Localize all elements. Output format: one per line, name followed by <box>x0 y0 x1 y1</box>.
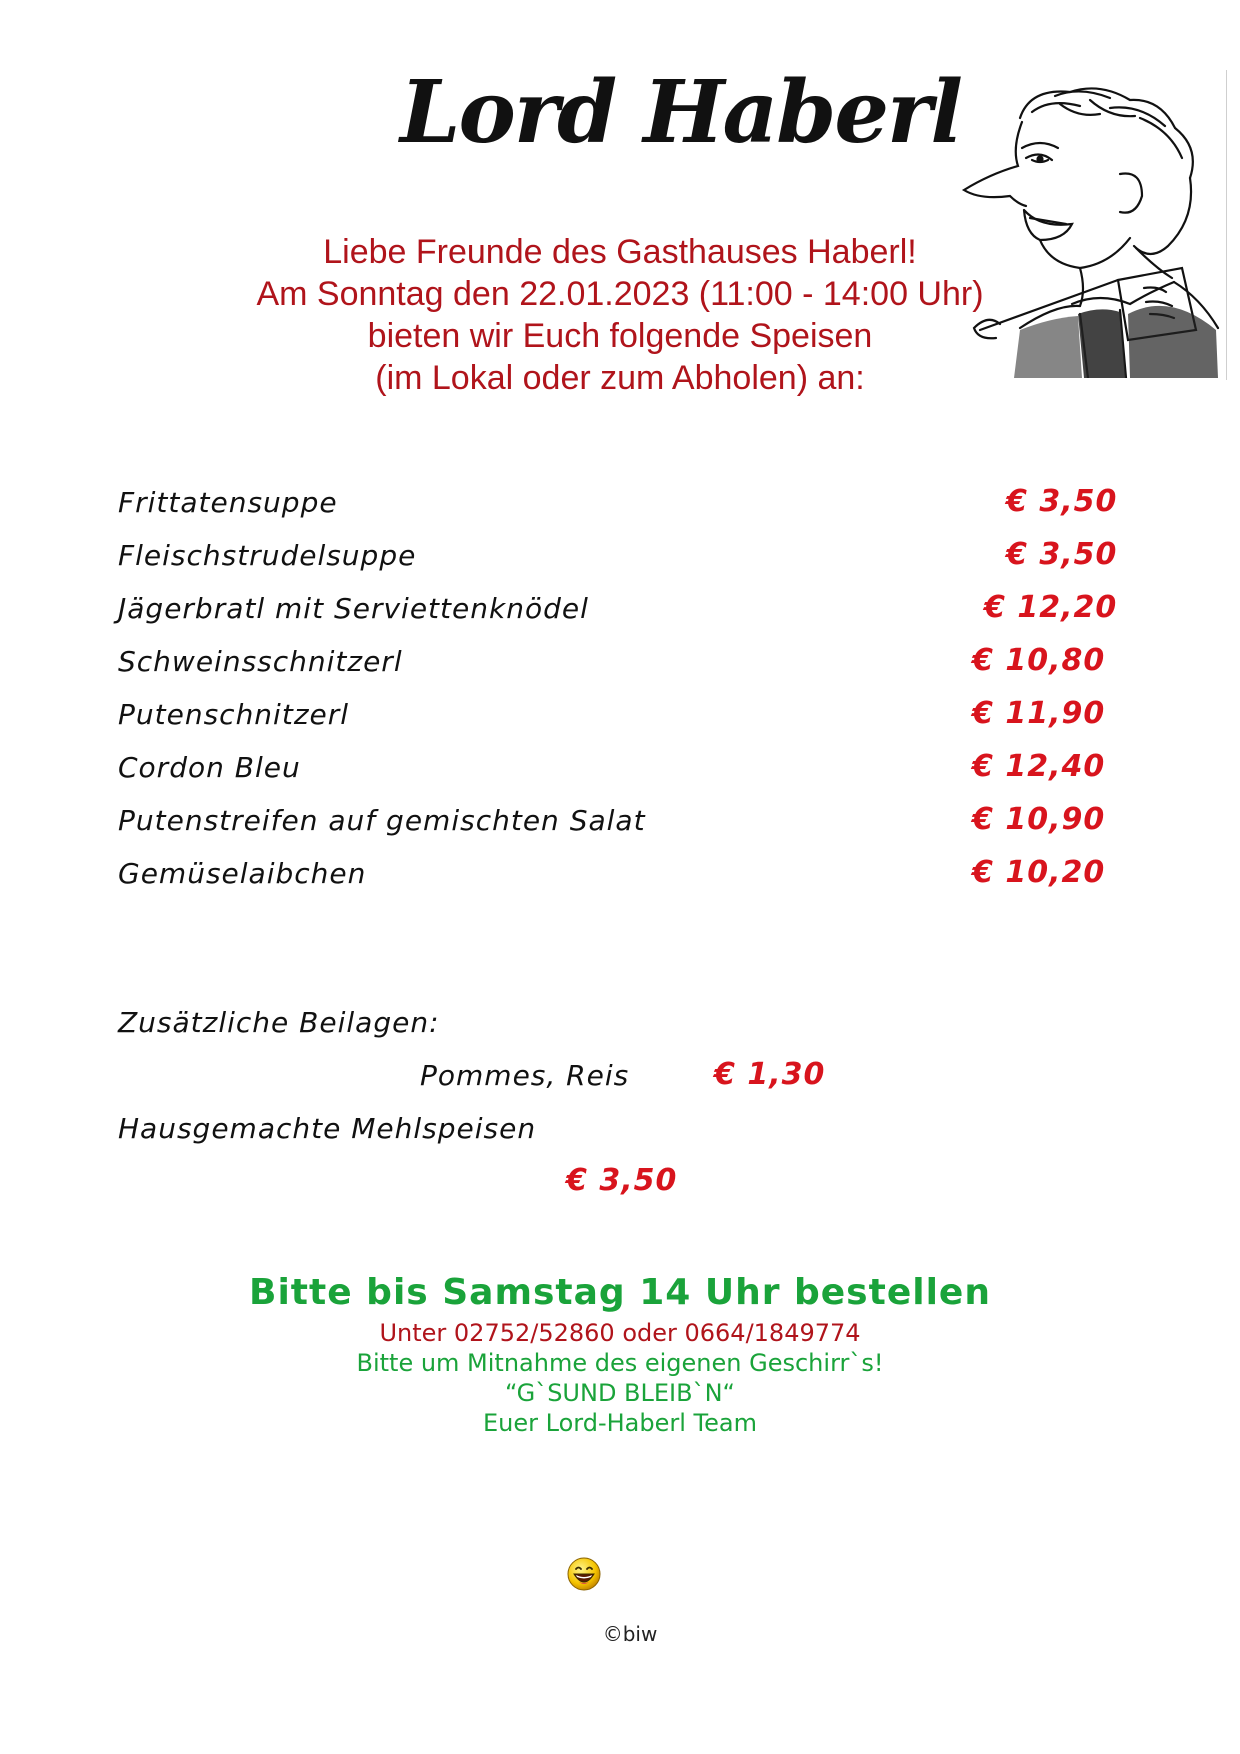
greeting: “G`SUND BLEIB`N“ <box>505 1379 735 1407</box>
menu-item-price: € 11,90 <box>972 696 1106 731</box>
menu-item-price: € 10,20 <box>972 855 1106 890</box>
dessert-name: Hausgemachte Mehlspeisen <box>118 1112 537 1145</box>
menu-item-name: Cordon Bleu <box>118 751 301 784</box>
order-deadline-callout: Bitte bis Samstag 14 Uhr bestellen <box>249 1272 991 1313</box>
menu-item-name: Jägerbratl mit Serviettenknödel <box>118 592 589 625</box>
signature: Euer Lord-Haberl Team <box>483 1409 757 1437</box>
dessert-price: € 3,50 <box>566 1163 678 1198</box>
side-dish-name: Pommes, Reis <box>420 1059 630 1092</box>
menu-item-price: € 10,90 <box>972 802 1106 837</box>
intro-line-3: bieten wir Euch folgende Speisen <box>367 317 873 355</box>
menu-item-price: € 10,80 <box>972 643 1106 678</box>
intro-line-1: Liebe Freunde des Gasthauses Haberl! <box>323 233 917 271</box>
laughing-smiley-icon <box>566 1556 602 1592</box>
phone-line: Unter 02752/52860 oder 0664/1849774 <box>379 1319 861 1347</box>
copyright-note: ©biw <box>602 1622 658 1646</box>
page-edge-line <box>1226 70 1227 380</box>
side-dish-price: € 1,30 <box>714 1057 826 1092</box>
menu-item-price: € 3,50 <box>1006 537 1118 572</box>
menu-item-name: Schweinsschnitzerl <box>118 645 403 678</box>
menu-item-name: Putenstreifen auf gemischten Salat <box>118 804 646 837</box>
logo-title: Lord Haberl <box>400 62 962 163</box>
menu-item-price: € 12,20 <box>984 590 1118 625</box>
menu-item-price: € 3,50 <box>1006 484 1118 519</box>
menu-item-name: Frittatensuppe <box>118 486 338 519</box>
menu-item-name: Fleischstrudelsuppe <box>118 539 417 572</box>
menu-item-name: Gemüselaibchen <box>118 857 367 890</box>
menu-item-price: € 12,40 <box>972 749 1106 784</box>
intro-line-2: Am Sonntag den 22.01.2023 (11:00 - 14:00 Uhr) <box>256 275 984 313</box>
menu-item-name: Putenschnitzerl <box>118 698 350 731</box>
intro-line-4: (im Lokal oder zum Abholen) an: <box>375 359 865 397</box>
dishes-note: Bitte um Mitnahme des eigenen Geschirr`s! <box>356 1349 884 1377</box>
extras-heading: Zusätzliche Beilagen: <box>118 1006 440 1039</box>
